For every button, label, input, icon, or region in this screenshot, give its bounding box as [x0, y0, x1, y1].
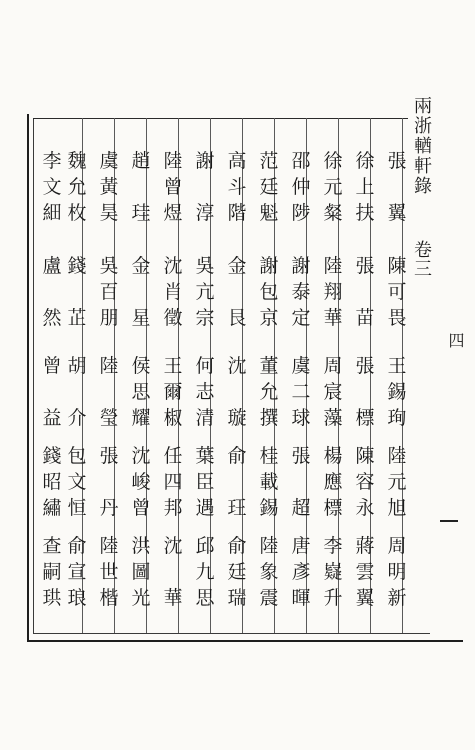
name-character: 陸: [163, 150, 183, 172]
name-character: 瑞: [227, 587, 247, 609]
name-character: 李: [42, 150, 62, 172]
name-character: 陸: [259, 535, 279, 557]
name-character: 徐: [355, 150, 375, 172]
name-character: 謝: [195, 150, 215, 172]
name-character: 昊: [99, 202, 119, 224]
name-character: 虞: [99, 150, 119, 172]
name-character: 沈: [163, 255, 183, 277]
name-character: 廷: [259, 176, 279, 198]
name-character: 琅: [67, 587, 87, 609]
name-character: 謝: [291, 255, 311, 277]
folio-number: 四: [446, 332, 465, 348]
name-character: 繡: [42, 497, 62, 519]
name-character: 思: [131, 381, 151, 403]
name-character: 嗣: [42, 561, 62, 583]
name-character: 吳: [99, 255, 119, 277]
name-character: 旭: [387, 497, 407, 519]
name-character: 嶷: [323, 561, 343, 583]
name-column: [190, 0, 220, 750]
name-character: 四: [163, 471, 183, 493]
name-character: 雲: [355, 561, 375, 583]
name-character: 畏: [387, 307, 407, 329]
name-character: 百: [99, 281, 119, 303]
name-character: 查: [42, 535, 62, 557]
name-character: 珪: [131, 202, 151, 224]
name-character: 枚: [67, 202, 87, 224]
name-character: 高: [227, 150, 247, 172]
name-character: 標: [323, 497, 343, 519]
name-character: 允: [67, 176, 87, 198]
name-character: 范: [259, 150, 279, 172]
name-character: 張: [291, 445, 311, 467]
name-character: 任: [163, 445, 183, 467]
name-character: 金: [227, 255, 247, 277]
name-character: 淳: [195, 202, 215, 224]
name-character: 然: [42, 307, 62, 329]
name-character: 文: [67, 471, 87, 493]
name-character: 象: [259, 561, 279, 583]
name-character: 宗: [195, 307, 215, 329]
name-character: 圖: [131, 561, 151, 583]
name-character: 包: [259, 281, 279, 303]
name-character: 恒: [67, 497, 87, 519]
name-character: 華: [323, 307, 343, 329]
name-character: 峻: [131, 471, 151, 493]
name-character: 曾: [131, 497, 151, 519]
name-character: 志: [195, 381, 215, 403]
name-character: 亢: [195, 281, 215, 303]
name-character: 世: [99, 561, 119, 583]
name-character: 沈: [131, 445, 151, 467]
name-character: 宣: [67, 561, 87, 583]
name-character: 升: [323, 587, 343, 609]
name-character: 星: [131, 307, 151, 329]
name-character: 容: [355, 471, 375, 493]
name-character: 昭: [42, 471, 62, 493]
name-character: 俞: [227, 535, 247, 557]
name-character: 張: [387, 150, 407, 172]
name-character: 暉: [291, 587, 311, 609]
name-character: 宸: [323, 381, 343, 403]
name-column: [318, 0, 348, 750]
name-character: 翼: [387, 202, 407, 224]
name-character: 璇: [227, 407, 247, 429]
name-column: [286, 0, 316, 750]
volume-label: 卷三: [411, 240, 432, 278]
name-column: [126, 0, 156, 750]
name-character: 苗: [355, 307, 375, 329]
name-character: 謝: [259, 255, 279, 277]
name-character: 翼: [355, 587, 375, 609]
name-character: 王: [387, 355, 407, 377]
name-character: 沈: [163, 535, 183, 557]
name-column: [254, 0, 284, 750]
name-character: 邵: [291, 150, 311, 172]
name-character: 永: [355, 497, 375, 519]
name-character: 爾: [163, 381, 183, 403]
name-character: 標: [355, 407, 375, 429]
name-character: 桂: [259, 445, 279, 467]
folio-mark: [440, 520, 458, 522]
name-character: 元: [323, 176, 343, 198]
name-character: 胡: [67, 355, 87, 377]
name-character: 葉: [195, 445, 215, 467]
name-character: 珣: [387, 407, 407, 429]
name-character: 徵: [163, 307, 183, 329]
name-column: [350, 0, 380, 750]
name-character: 二: [291, 381, 311, 403]
name-character: 黃: [99, 176, 119, 198]
name-character: 何: [195, 355, 215, 377]
name-character: 華: [163, 587, 183, 609]
name-character: 瑩: [99, 407, 119, 429]
name-character: 魏: [67, 150, 87, 172]
name-character: 陸: [99, 355, 119, 377]
name-character: 陳: [387, 255, 407, 277]
name-character: 王: [163, 355, 183, 377]
name-character: 曾: [163, 176, 183, 198]
name-character: 椒: [163, 407, 183, 429]
name-character: 仲: [291, 176, 311, 198]
name-column: [382, 0, 412, 750]
name-character: 董: [259, 355, 279, 377]
name-character: 益: [42, 407, 62, 429]
name-character: 玨: [227, 497, 247, 519]
name-character: 文: [42, 176, 62, 198]
name-character: 趙: [131, 150, 151, 172]
name-character: 翔: [323, 281, 343, 303]
name-character: 金: [131, 255, 151, 277]
name-character: 允: [259, 381, 279, 403]
name-character: 邱: [195, 535, 215, 557]
name-character: 李: [323, 535, 343, 557]
name-character: 張: [355, 255, 375, 277]
name-character: 臣: [195, 471, 215, 493]
name-character: 階: [227, 202, 247, 224]
name-character: 廷: [227, 561, 247, 583]
name-character: 蔣: [355, 535, 375, 557]
name-character: 震: [259, 587, 279, 609]
name-character: 吳: [195, 255, 215, 277]
name-character: 遇: [195, 497, 215, 519]
name-character: 盧: [42, 255, 62, 277]
name-character: 介: [67, 407, 87, 429]
name-character: 載: [259, 471, 279, 493]
name-character: 周: [323, 355, 343, 377]
name-column: [222, 0, 252, 750]
name-character: 錫: [259, 497, 279, 519]
name-character: 可: [387, 281, 407, 303]
name-character: 陸: [323, 255, 343, 277]
name-character: 張: [355, 355, 375, 377]
name-character: 肖: [163, 281, 183, 303]
name-character: 明: [387, 561, 407, 583]
name-character: 錢: [42, 445, 62, 467]
name-character: 球: [291, 407, 311, 429]
name-character: 泰: [291, 281, 311, 303]
name-character: 撰: [259, 407, 279, 429]
name-character: 思: [195, 587, 215, 609]
name-character: 光: [131, 587, 151, 609]
name-character: 應: [323, 471, 343, 493]
name-character: 京: [259, 307, 279, 329]
name-character: 陳: [355, 445, 375, 467]
name-character: 定: [291, 307, 311, 329]
name-character: 細: [42, 202, 62, 224]
name-character: 朋: [99, 307, 119, 329]
name-character: 珙: [42, 587, 62, 609]
name-character: 包: [67, 445, 87, 467]
name-character: 煜: [163, 202, 183, 224]
name-character: 洪: [131, 535, 151, 557]
name-character: 邦: [163, 497, 183, 519]
name-character: 艮: [227, 307, 247, 329]
name-character: 張: [99, 445, 119, 467]
name-character: 芷: [67, 307, 87, 329]
name-character: 元: [387, 471, 407, 493]
name-character: 陸: [387, 445, 407, 467]
name-character: 虞: [291, 355, 311, 377]
name-character: 徐: [323, 150, 343, 172]
name-character: 曾: [42, 355, 62, 377]
name-character: 粲: [323, 202, 343, 224]
name-character: 陟: [291, 202, 311, 224]
name-character: 扶: [355, 202, 375, 224]
name-character: 楊: [323, 445, 343, 467]
name-character: 超: [291, 497, 311, 519]
name-character: 唐: [291, 535, 311, 557]
name-character: 錢: [67, 255, 87, 277]
name-character: 耀: [131, 407, 151, 429]
name-character: 周: [387, 535, 407, 557]
name-character: 上: [355, 176, 375, 198]
name-character: 俞: [67, 535, 87, 557]
name-character: 彥: [291, 561, 311, 583]
name-character: 楷: [99, 587, 119, 609]
name-character: 藻: [323, 407, 343, 429]
name-column: [37, 0, 67, 750]
name-character: 丹: [99, 497, 119, 519]
name-character: 陸: [99, 535, 119, 557]
name-character: 新: [387, 587, 407, 609]
book-title: 兩浙輶軒錄: [411, 96, 432, 196]
name-character: 俞: [227, 445, 247, 467]
name-character: 九: [195, 561, 215, 583]
name-character: 沈: [227, 355, 247, 377]
name-character: 魁: [259, 202, 279, 224]
name-character: 侯: [131, 355, 151, 377]
name-character: 清: [195, 407, 215, 429]
name-character: 錫: [387, 381, 407, 403]
name-column: [158, 0, 188, 750]
name-column: [94, 0, 124, 750]
name-character: 斗: [227, 176, 247, 198]
